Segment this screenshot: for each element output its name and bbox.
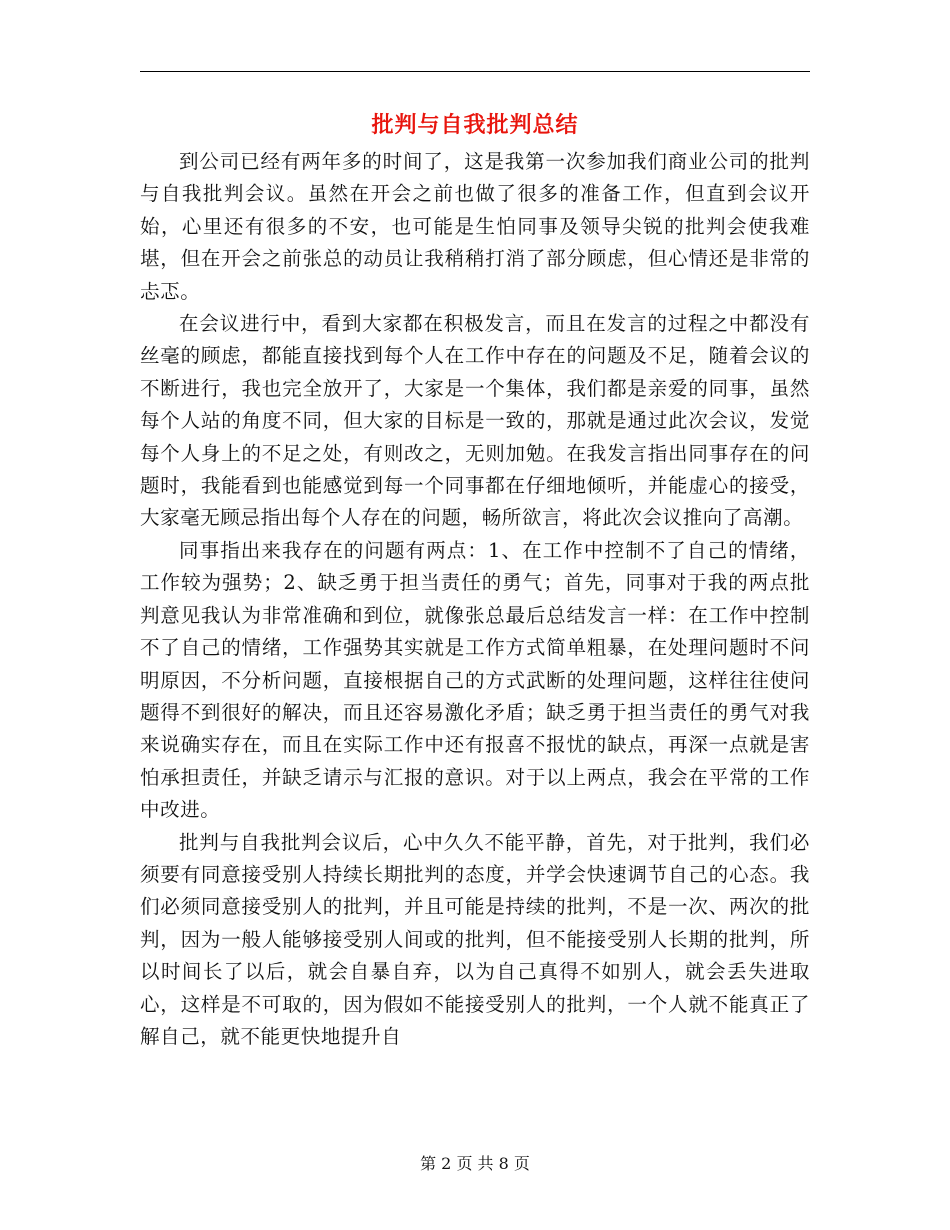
page-number-footer: 第 2 页 共 8 页: [420, 1154, 530, 1173]
paragraph-1: 到公司已经有两年多的时间了，这是我第一次参加我们商业公司的批判与自我批判会议。虽然在开会之前也做了很多的准备工作，但直到会议开始，心里还有很多的不安，也可能是生怕同事及领导尖锐的批判会使我难堪，但在开会之前张总的动员让我稍稍打消了部分顾虑，但心情还是非常的忐忑。: [140, 150, 810, 303]
document-title: 批判与自我批判总结: [371, 112, 579, 138]
header-rule: [140, 71, 810, 72]
paragraph-3: 同事指出来我存在的问题有两点：1、在工作中控制不了自己的情绪，工作较为强势；2、缺乏勇于担当责任的勇气；首先，同事对于我的两点批判意见我认为非常准确和到位，就像张总最后总结发言一样：在工作中控制不了自己的情绪，工作强势其实就是工作方式简单粗暴，在处理问题时不问明原因，不分析问题，直接根据自己的方式武断的处理问题，这样往往使问题得不到很好的解决，而且还容易激化矛盾；缺乏勇于担当责任的勇气对我来说确实存在，而且在实际工作中还有报喜不报忧的缺点，再深一点就是害怕承担责任，并缺乏请示与汇报的意识。对于以上两点，我会在平常的工作中改进。: [140, 538, 810, 822]
document-body: [140, 146, 810, 1053]
paragraph-4: 批判与自我批判会议后，心中久久不能平静，首先，对于批判，我们必须要有同意接受别人持续长期批判的态度，并学会快速调节自己的心态。我们必须同意接受别人的批判，并且可能是持续的批判，不是一次、两次的批判，因为一般人能够接受别人间或的批判，但不能接受别人长期的批判，所以时间长了以后，就会自暴自弃，以为自己真得不如别人，就会丢失进取心，这样是不可取的，因为假如不能接受别人的批判，一个人就不能真正了解自己，就不能更快地提升自: [140, 830, 810, 1048]
paragraph-2: 在会议进行中，看到大家都在积极发言，而且在发言的过程之中都没有丝毫的顾虑，都能直接找到每个人在工作中存在的问题及不足，随着会议的不断进行，我也完全放开了，大家是一个集体，我们都是亲爱的同事，虽然每个人站的角度不同，但大家的目标是一致的，那就是通过此次会议，发觉每个人身上的不足之处，有则改之，无则加勉。在我发言指出同事存在的问题时，我能看到也能感觉到每一个同事都在仔细地倾听，并能虚心的接受，大家毫无顾忌指出每个人存在的问题，畅所欲言，将此次会议推向了高潮。: [140, 312, 810, 530]
